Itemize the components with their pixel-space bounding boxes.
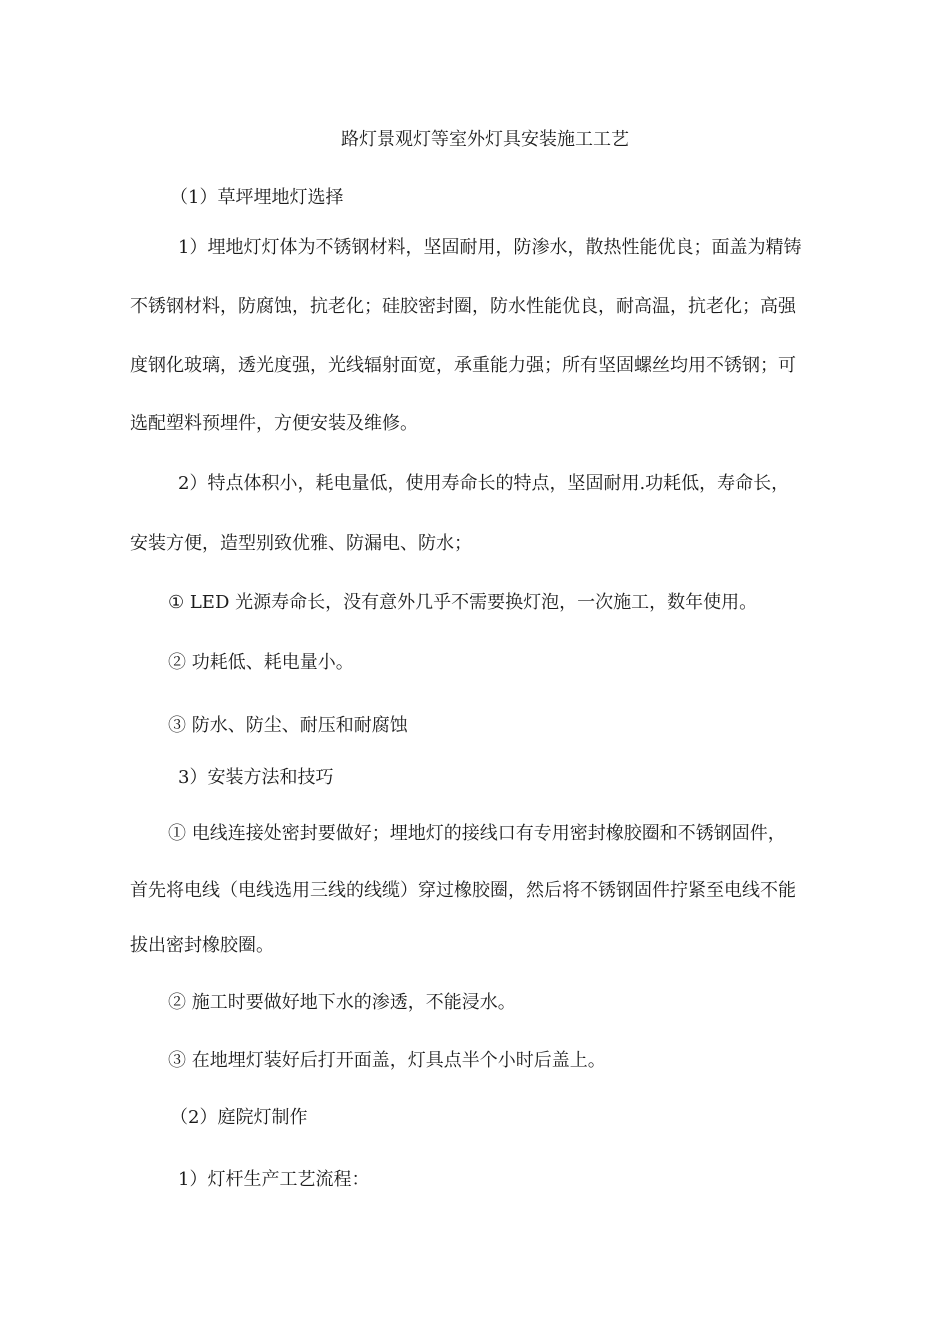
paragraph-line: 安装方便，造型别致优雅、防漏电、防水； bbox=[130, 533, 472, 554]
list-item: ③ 在地埋灯装好后打开面盖，灯具点半个小时后盖上。 bbox=[168, 1050, 606, 1071]
paragraph-line: 不锈钢材料，防腐蚀，抗老化；硅胶密封圈，防水性能优良，耐高温，抗老化；高强 bbox=[130, 296, 796, 317]
list-item: ③ 防水、防尘、耐压和耐腐蚀 bbox=[168, 715, 408, 736]
paragraph-line: 2）特点体积小，耗电量低，使用寿命长的特点，坚固耐用.功耗低，寿命长， bbox=[178, 473, 790, 494]
section-heading: （1）草坪埋地灯选择 bbox=[170, 187, 344, 208]
list-item: ① LED 光源寿命长，没有意外几乎不需要换灯泡，一次施工，数年使用。 bbox=[168, 592, 758, 613]
document-title: 路灯景观灯等室外灯具安装施工工艺 bbox=[341, 129, 629, 150]
paragraph-line: 度钢化玻璃，透光度强，光线辐射面宽，承重能力强；所有坚固螺丝均用不锈钢；可 bbox=[130, 355, 796, 376]
section-heading: （2）庭院灯制作 bbox=[170, 1107, 308, 1128]
list-item: ② 施工时要做好地下水的渗透，不能浸水。 bbox=[168, 992, 516, 1013]
subsection-heading: 1）灯杆生产工艺流程： bbox=[178, 1169, 370, 1190]
paragraph-line: 选配塑料预埋件，方便安装及维修。 bbox=[130, 413, 418, 434]
list-item: ② 功耗低、耗电量小。 bbox=[168, 652, 354, 673]
subsection-heading: 3）安装方法和技巧 bbox=[178, 767, 334, 788]
paragraph-line: 首先将电线（电线选用三线的线缆）穿过橡胶圈，然后将不锈钢固件拧紧至电线不能 bbox=[130, 880, 796, 901]
paragraph-line: 1）埋地灯灯体为不锈钢材料，坚固耐用，防渗水，散热性能优良；面盖为精铸 bbox=[178, 237, 802, 258]
list-item: ① 电线连接处密封要做好；埋地灯的接线口有专用密封橡胶圈和不锈钢固件， bbox=[168, 823, 786, 844]
paragraph-line: 拔出密封橡胶圈。 bbox=[130, 935, 274, 956]
